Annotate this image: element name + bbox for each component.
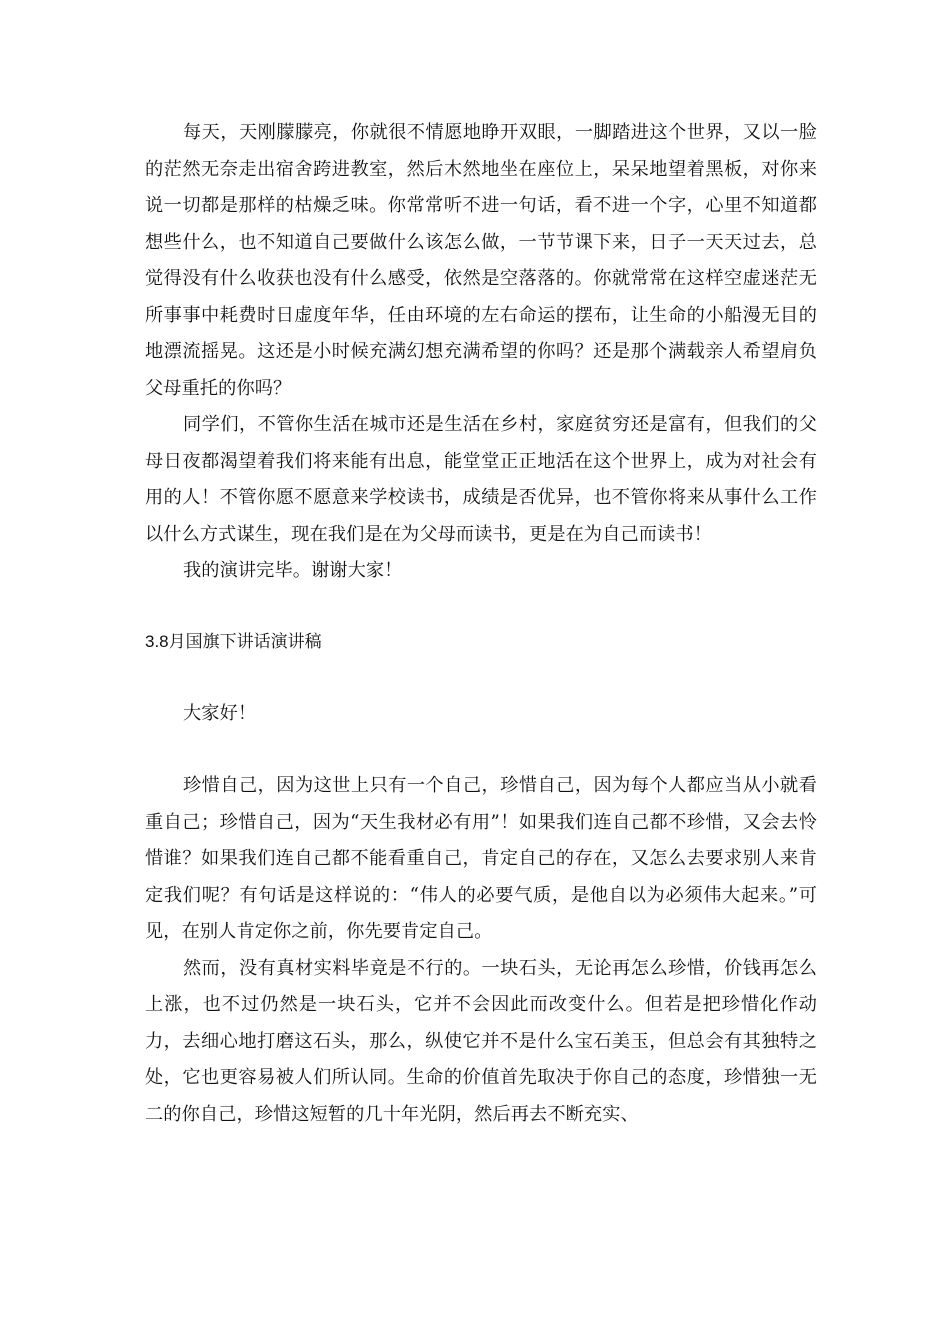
- body-paragraph: 然而，没有真材实料毕竟是不行的。一块石头，无论再怎么珍惜，价钱再怎么上涨，也不过仍然是一块石头，它并不会因此而改变什么。但若是把珍惜化作动力，去细心地打磨这石头，那么，纵使它并不是什么宝石美玉，但总会有其独特之处，它也更容易被人们所认同。生命的价值首先取决于你自己的态度，珍惜独一无二的你自己，珍惜这短暂的几十年光阴，然后再去不断充实、: [145, 957, 817, 1125]
- body-paragraph: 珍惜自己，因为这世上只有一个自己，珍惜自己，因为每个人都应当从小就看重自己；珍惜自己，因为“天生我材必有用”！如果我们连自己都不珍惜，又会去怜惜谁？如果我们连自己都不能看重自己，肯定自己的存在，又怎么去要求别人来肯定我们呢？有句话是这样说的：“伟人的必要气质，是他自以为必须伟大起来。”可见，在别人肯定你之前，你先要肯定自己。: [145, 775, 817, 942]
- body-paragraph: 同学们，不管你生活在城市还是生活在乡村，家庭贫穷还是富有，但我们的父母日夜都渴望着我们将来能有出息，能堂堂正正地活在这个世界上，成为对社会有用的人！不管你愿不愿意来学校读书，成绩是否优异，也不管你将来从事什么工作以什么方式谋生，现在我们是在为父母而读书，更是在为自己而读书！: [145, 414, 817, 545]
- greeting: 大家好！: [183, 702, 257, 724]
- body-paragraph: 每天，天刚朦朦亮，你就很不情愿地睁开双眼，一脚踏进这个世界，又以一脸的茫然无奈走出宿舍跨进教室，然后木然地坐在座位上，呆呆地望着黑板，对你来说一切都是那样的枯燥乏味。你常常听不进一句话，看不进一个字，心里不知道都想些什么，也不知道自己要做什么该怎么做，一节节课下来，日子一天天过去，总觉得没有什么收获也没有什么感受，依然是空落落的。你就常常在这样空虚迷茫无所事事中耗费时日虚度年华，任由环境的左右命运的摆布，让生命的小船漫无目的地漂流摇晃。这还是小时候充满幻想充满希望的你吗？还是那个满载亲人希望肩负父母重托的你吗？: [145, 122, 817, 399]
- section-title: 3.8月国旗下讲话演讲稿: [145, 631, 322, 651]
- document-page: [145, 115, 817, 1133]
- closing-paragraph: 我的演讲完毕。谢谢大家！: [183, 560, 403, 581]
